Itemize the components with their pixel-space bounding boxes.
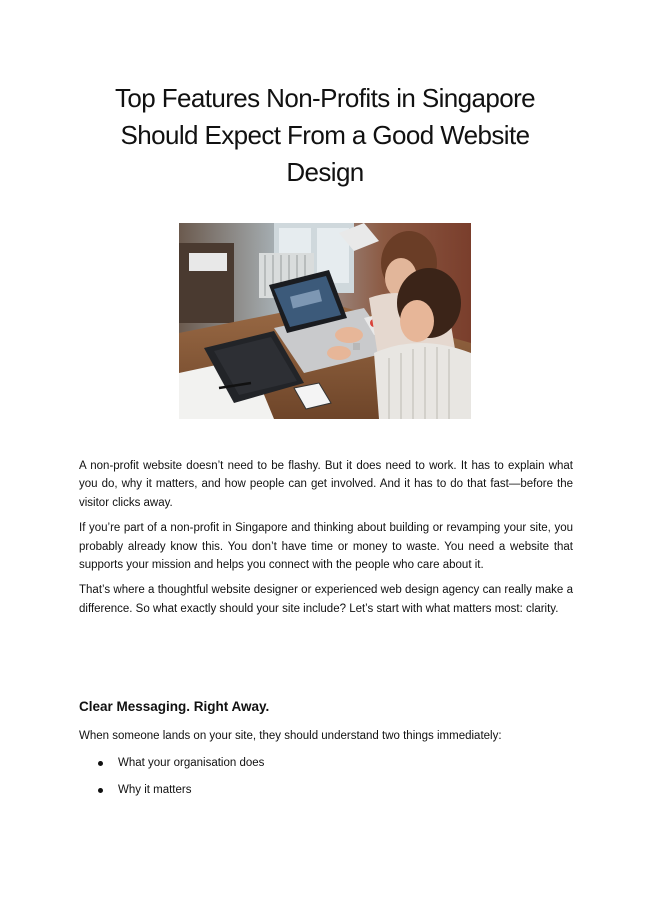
list-item-text: What your organisation does (118, 757, 265, 769)
paragraph: If you’re part of a non-profit in Singapore and thinking about building or revamping your site, you probably already know this. You don’t have time or money to waste. You need a website that supports your mission and helps you connect with the people who care about it. (79, 522, 573, 572)
list-item (79, 754, 264, 772)
paragraph: That’s where a thoughtful website designer or experienced web design agency can really make a difference. So what exactly should your site include? Let’s start with what matters most: clarity. (79, 584, 573, 615)
hero-image (179, 223, 471, 419)
page-title: Top Features Non-Profits in Singapore Should Expect From a Good Website Design (114, 83, 536, 187)
list-item (79, 781, 264, 799)
section-heading: Clear Messaging. Right Away. (79, 699, 270, 714)
paragraph: A non-profit website doesn’t need to be flashy. But it does need to work. It has to explain what you do, why it matters, and how people can get involved. And it has to do that fast—before the visitor clicks away. (79, 460, 573, 509)
bullet-icon (98, 761, 103, 766)
section-lead: When someone lands on your site, they should understand two things immediately: (79, 730, 502, 742)
bullet-icon (98, 788, 103, 793)
intro-text (79, 457, 573, 625)
bullet-list (79, 754, 264, 808)
list-item-text: Why it matters (118, 784, 192, 796)
